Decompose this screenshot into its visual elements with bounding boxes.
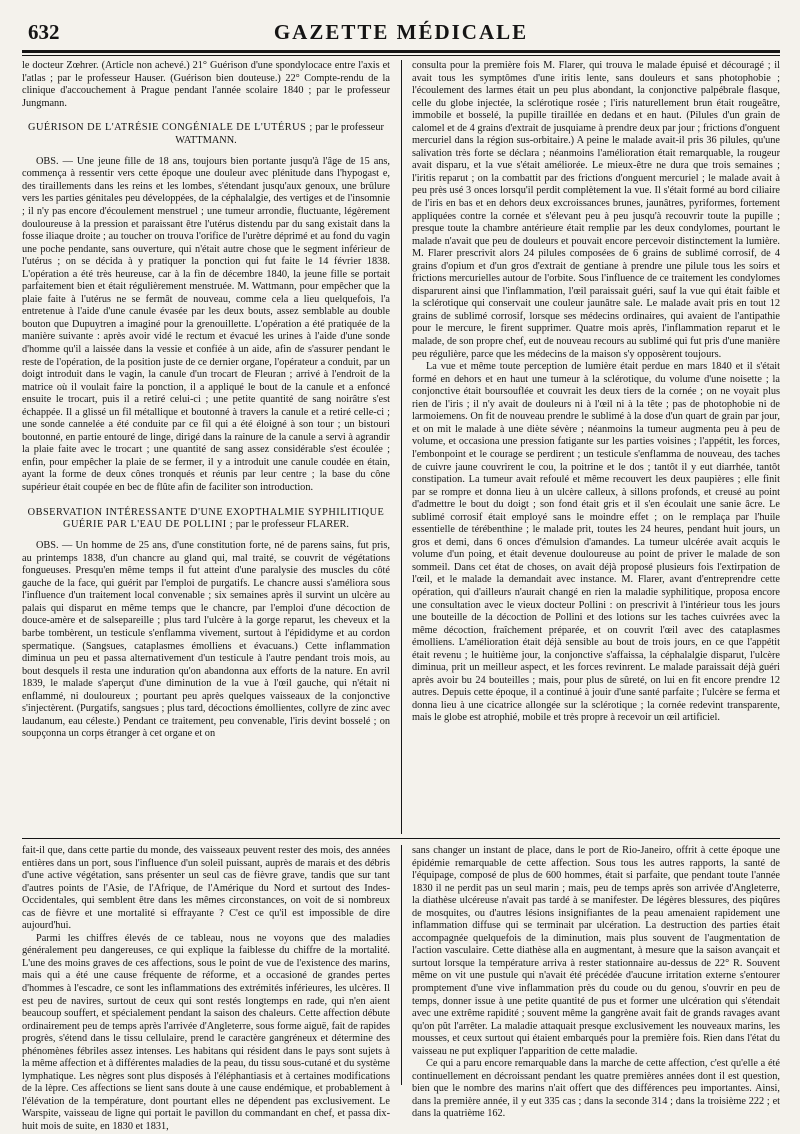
intro-paragraph: le docteur Zœhrer. (Article non achevé.) 21° Guérison d'une spondylocace entre l'axis et l'atlas ; par le professeur Hauser. (Guérison bien douteuse.) 22° Compte-rendu de la clinique d'accouchement à Prague pendant l'année scolaire 1840 ; par le professeur Jungmann. — [22, 60, 390, 109]
article2-author: par le professeur FLARER. — [235, 519, 349, 531]
article2-heading — [22, 507, 390, 533]
header-rule-thick — [22, 50, 780, 53]
header-rule-thin — [22, 55, 780, 56]
article2-obs-label: OBS. — [36, 540, 59, 552]
left-column — [22, 60, 390, 834]
article1-body — [22, 156, 390, 495]
article1-heading — [22, 122, 390, 148]
lower-column-divider — [401, 845, 402, 1085]
newspaper-page — [22, 18, 780, 1133]
bottom-right-paragraph-2: Ce qui a paru encore remarquable dans la marche de cette affection, c'est qu'elle a été continuellement en décroissant pendant les quatre premières années dont il est question, bien que le nombre des marins n'ait offert que des différences peu importantes. Ainsi, dans la première année, il y eut 335 cas ; dans la seconde 314 ; dans la troisième 222 ; et dans la quatrième 162. — [412, 1058, 780, 1120]
page-number: 632 — [28, 20, 60, 44]
article1-author: par le professeur WATTMANN. — [175, 122, 384, 146]
article2-text: — Un homme de 25 ans, d'une constitution forte, né de parens sains, fut pris, au printemps 1838, d'un chancre au gland qui, mal traité, se couvrit de végétations fongueuses. Presqu'en même temps il fut atteint d'une paralysie des muscles du côté gauche de la face, qui guérit par l'emploi de purgatifs. Le chancre aussi s'améliora sous l'influence d'un traitement local convenable ; six semaines après il survint un ulcère au palais qui disparut en même temps que le chancre, par l'emploi d'une décoction de douce-amère et de salsepareille ; plus tard l'ulcère à la gorge reparut, les cheveux et la barbe tombèrent, un testicule s'enflamma vivement, surtout à l'épididyme et au cordon spermatique. (Sangsues, cataplasmes émolliens et évacuans.) Cette inflammation diminua un peu et passa alternativement d'un testicule à l'autre pendant trois mois, au bout desquels il resta une induration qu'on abandonna aux efforts de la nature. En avril 1839, le malade s'aperçut d'une diminution de la vue à l'œil gauche, qui n'était ni enflammé, ni douloureux ; pourtant peu après quelques vaisseaux de la conjonctive s'injectèrent. (Purgatifs, sangsues ; plus tard, décoctions émollientes, collyre de zinc avec laudanum, eau céleste.) Pendant ce traitement, peu convenable, l'iris devint bosselé ; on soupçonna un corps étranger à cet organe et on — [22, 540, 390, 740]
section-divider — [22, 838, 780, 839]
bottom-left-column — [22, 845, 390, 1133]
article2-body — [22, 540, 390, 741]
bottom-left-paragraph-2: Parmi les chiffres élevés de ce tableau, nous ne voyons que des maladies généralement peu dangereuses, ce qui explique la faiblesse du chiffre de la mortalité. L'une des moins graves de ces affections, sous le point de vue de l'existence des marins, mais qui a été une cause fréquente de réforme, et a occasioné de grandes pertes d'hommes à l'escadre, ce sont les inflammations des extrémités inférieures, les ulcères. Il est peu de navires, surtout de ceux qui sont restés longtemps en rade, qui n'en aient beaucoup souffert, et spécialement pendant la saison des chaleurs. Cette affection débute ordinairement peu de temps après l'arrivée d'Angleterre, sous forme aiguë, fait de rapides progrès, s'étend dans le tissu cellulaire, prend le caractère gangréneux et détermine des phénomènes fébriles assez intenses. Les habitans qui résident dans le pays sont sujets à la même affection et à différentes maladies de la peau, du tissu sous-cutané et du système lymphatique. Les nègres sont plus disposés à l'éléphantiasis et à certaines modifications de la lèpre. Ces affections se lient sans doute à une cause endémique, et probablement à l'élévation de la température, dont pourtant elles ne dépendent pas exclusivement. Le Warspite, vaisseau de ligne qui portait le pavillon du commandant en chef, et passa dix-huit mois de suite, en 1830 et 1831, — [22, 932, 390, 1133]
journal-title: GAZETTE MÉDICALE — [273, 20, 529, 44]
bottom-left-paragraph-1: fait-il que, dans cette partie du monde, des vaisseaux peuvent rester des mois, des années entières dans un port, sous l'influence d'un soleil puissant, auprès de marais et des débris d'une active végétation, sans présenter un seul cas de fièvre grave, tandis que sur tant d'autres points de l'Asie, de l'Afrique, de l'Amérique du Nord et surtout des Indes-Occidentales, qui semblent être dans les mêmes circonstances, on voit de si nombreux cas de fièvre et une mortalité si effrayante ? C'est ce qu'il est impossible de dire aujourd'hui. — [22, 845, 390, 932]
article1-obs-label: OBS. — [36, 155, 59, 167]
masthead — [22, 18, 780, 48]
bottom-right-paragraph-1: sans changer un instant de place, dans le port de Rio-Janeiro, offrit à cette époque une épidémie remarquable de cette affection. Sous tous les autres rapports, la santé de l'équipage, composé de plus de 600 hommes, était si parfaite, que pendant toute l'année 1830 il ne perdit pas un seul marin ; mais, peu de temps après son arrivée d'Angleterre, la diathèse ulcéreuse n'avait pas tardé à se manifester. De légères blessures, des piqûres de mosquites, ou d'autres lésions insignifiantes de la peau amenaient rapidement une inflammation diffuse qui se terminait par ulcération. La destruction des parties était accompagnée quelquefois de la diminution, mais plus souvent de l'augmentation de l'action vasculaire. Cette diathèse alla en augmentant, à mesure que la saison avançait et surtout lorsque la température arriva à rester stationnaire au-dessus de 22° R. Souvent même on vit une pustule qui n'avait été précédée d'aucune irritation externe s'entourer promptement d'une vive inflammation près du coude ou du genou, s'ouvrir en peu de temps, donner issue à une petite quantité de pus et former une ulcération qui s'étendait avec une extrême rapidité ; souvent même la gangrène avait fait de grands ravages avant qu'on pût l'arrêter. La maladie attaquait presque exclusivement les nouveaux marins, les mousses, et ceux surtout qui étaient embarqués pour la première fois. Rien dans l'état du vaisseau ne put expliquer l'apparition de cette maladie. — [412, 845, 780, 1057]
upper-column-divider — [401, 60, 402, 834]
article1-text: — Une jeune fille de 18 ans, toujours bien portante jusqu'à l'âge de 15 ans, commença à ressentir vers cette époque une douleur avec plénitude dans l'hypogast e, des tiraillements dans les reins et les lombes, s'étendant jusqu'aux genoux, une brûlure vers les parties génitales peu développées, de la céphalalgie, des vertiges et de l'insomnie ; il n'y pas encore d'écoulement menstruel ; une tumeur arrondie, fluctuante, légèrement douloureuse à la pression et paraissant être l'utérus distendu par du sang existait dans la fosse iliaque droite ; au toucher on trouva l'orifice de l'urètre déprimé et au fond du vagin une poche pendante, sans ouverture, qui n'était autre chose que le segment inférieur de l'utérus ; on se décida à y pratiquer la ponction qui fut faite le 14 février 1838. L'opération a été très heureuse, car à la fin de décembre 1840, la jeune fille se portait parfaitement bien et était régulièrement menstruée. M. Wattmann, pour empêcher que la plaie faite à l'utérus ne se fermât de nouveau, comme cela a lieu quelquefois, l'a entretenue à l'aide d'une canule évasée par les deux bouts, assez semblable au double bouton que Dupuytren a imaginé pour la grenouillette. L'opération a été pratiquée de la manière suivante : après avoir vidé le rectum et évacué les urines à l'aide d'une sonde d'homme qu'il a laissée dans la vessie et confiée à un aide, afin de s'assurer pendant le reste de l'opération, de la position juste de ce dernier organe, l'opérateur a conduit, par un doigt introduit dans le vagin, la canule d'un trocart de Fleuran ; arrivé à l'endroit de la matrice où il voulait faire la ponction, il a appliqué le bout de la canule et a enfoncé ensuite le trocart, puis il a retiré celui-ci ; une petite quantité de sang noirâtre s'est échappée. Il a glissé un fil métallique et boutonné à travers la canule et a retiré celle-ci ; une sonde cannelée a été conduite par ce fil qui a été éloigné à son tour ; un bistouri boutonné, en partie entouré de linge, dirigé dans la rainure de la canule a servi à agrandir la plaie faite avec le trocart ; une quantité de sang assez considérable s'est écoulée ; enfin, pour empêcher la plaie de se fermer, il y a introduit une canule coudée en étain, ayant la forme de deux cônes tronqués et réunis par leur centre ; la base du cône supérieur était coupée en bec de flûte afin de faciliter son introduction. — [22, 155, 390, 493]
lower-section — [22, 845, 780, 1133]
right-paragraph-2: La vue et même toute perception de lumière était perdue en mars 1840 et il s'était formé en dehors et en haut une tumeur à la sclérotique, du volume d'une noisette ; la conjonctive était boursouflée et couvrait les deux tiers de la cornée ; on ne voyait plus rien de l'iris ; il n'y avait de douleurs ni à l'œil ni à la tête ; pas de photophobie ni de larmoiemens. On fit de nouveau prendre le sublimé à la dose d'un quart de grain par jour, et on mit le malade à une diète sévère ; néanmoins la tumeur augmenta peu à peu de volume, et occasiona une pression fatigante sur les parties voisines ; l'appétit, les forces, l'embonpoint et le courage se perdirent ; un testicule s'enflamma de nouveau, des taches de cuivre jaune couvrirent le cou, la poitrine et le dos ; tantôt il y eut diarrhée, tantôt constipation. La tumeur avait refoulé et même recouvert les deux paupières ; elle finit par se rompre et donna lieu à un ulcère calleux, à sillons profonds, et creusé au point d'admettre le bout du doigt ; son fond était gris et il s'en écoulait une sanie âcre. Le sublimé corrosif était employé sans le moindre effet ; on le remplaça par l'huile essentielle de térébenthine ; le malade prit, toutes les 24 heures, pendant huit jours, un gros et demi, dans 6 onces d'émulsion d'amandes. La tumeur ulcérée avait acquis le volume d'un poing, et était devenue douloureuse au point de priver le malade de son sommeil. Dans cet état de choses, on avait déjà proposé plusieurs fois l'extirpation de l'œil, et le malade la demandait avec instance. M. Flarer, avant d'entreprendre cette opération, qui d'ailleurs n'aurait changé en rien la maladie syphilitique, proposa encore une consultation avec le vieux docteur Pollini : on prescrivit à l'intérieur tous les jours une bouteille de la décoction de Pollini et des lotions sur les taches cuivrées avec la même décoction, fraîchement préparée, et on couvrit l'œil avec des cataplasmes émolliens. L'amélioration était déjà sensible au bout de trois jours, en ce que l'appétit était revenu ; le huitième jour, la conjonctive s'affaissa, la céphalalgie disparut, l'ulcère diminua, prit un meilleur aspect, et les forces revinrent. Le malade paraissait déjà guéri après avoir bu 24 bouteilles ; mais, pour plus de sûreté, on lui en fit encore prendre 12 autres. Depuis cette époque, il a continué à jouir d'une santé parfaite ; l'ulcère se ferma et donna lieu à une cicatrice allongée sur la sclérotique ; la cornée redevint transparente, mais le globe est atrophié, mobile et très propre à recevoir un œil artificiel. — [412, 361, 780, 724]
bottom-right-column — [412, 845, 780, 1120]
right-column — [412, 60, 780, 834]
article2-title: OBSERVATION INTÉRESSANTE D'UNE EXOPTHALMIE SYPHILITIQUE GUÉRIE PAR L'EAU DE POLLINI ; — [27, 506, 385, 531]
right-paragraph-1: consulta pour la première fois M. Flarer, qui trouva le malade épuisé et découragé ; il avait tous les symptômes d'une iritis lente, sans douleurs et sans photophobie ; l'écoulement des larmes était un peu plus abondant, la conjonctive palpébrale flasque, celle du globe injectée, la sclérotique rosée ; l'iris naturellement brun était rougeâtre, immobile et bosselé, la pupille tiraillée en dedans et en haut. (Pilules d'un grain de calomel et de 4 grains d'extrait de jusquiame à prendre deux par jour ; frictions d'onguent mercuriel dans la région sus-orbitaire.) A peine le malade avait-il pris 36 pilules, qu'une salivation très forte se déclara ; néanmoins l'amélioration était remarquable, la rougeur avait disparu, et la vue s'était améliorée. Le mieux-être ne dura que trois semaines ; l'iritis reparut ; on la combattit par des frictions d'onguent mercuriel ; le malade avait à peu près usé 3 onces lorsqu'il perdit complètement la vue. Il s'était formé au bord ciliaire de l'iris en bas et en dehors deux excroissances brunes, jaunâtres, pyriformes, fortement appliquées contre la cornée et s'élevant peu à peu jusqu'à recouvrir toute la pupille ; presque toute la chambre antérieure était remplie par les deux condylomes, pourtant le malade n'avait que peu de douleurs et pouvait encore percevoir distinctement la lumière. M. Flarer prescrivit alors 24 pilules composées de 6 grains de sublimé corrosif, de 4 grains d'opium et d'un gros d'extrait de gentiane à prendre une pilule tous les soirs et frictions mercurielles autour de l'orbite. Sous l'influence de ce traitement les condylomes disparurent ainsi que l'inflammation, l'œil paraissait guéri, sauf la vue qui était faible et la sclérotique qui conservait une couleur jaunâtre sale. Le malade avait pris en tout 12 grains de sublimé corrosif, lorsque ses médecins ordinaires, qui avaient de l'antipathie pour le mercure, le firent supprimer. Quatre mois après, l'inflammation reparut et le malade, de son propre chef, eut de nouveau recours au sublimé qui fut pris d'une manière peu régulière, parce que les médecins de la maison s'y opposèrent toujours. — [412, 60, 780, 360]
upper-section — [22, 60, 780, 834]
article1-title: GUÉRISON DE L'ATRÉSIE CONGÉNIALE DE L'UTÉRUS ; — [28, 122, 313, 134]
